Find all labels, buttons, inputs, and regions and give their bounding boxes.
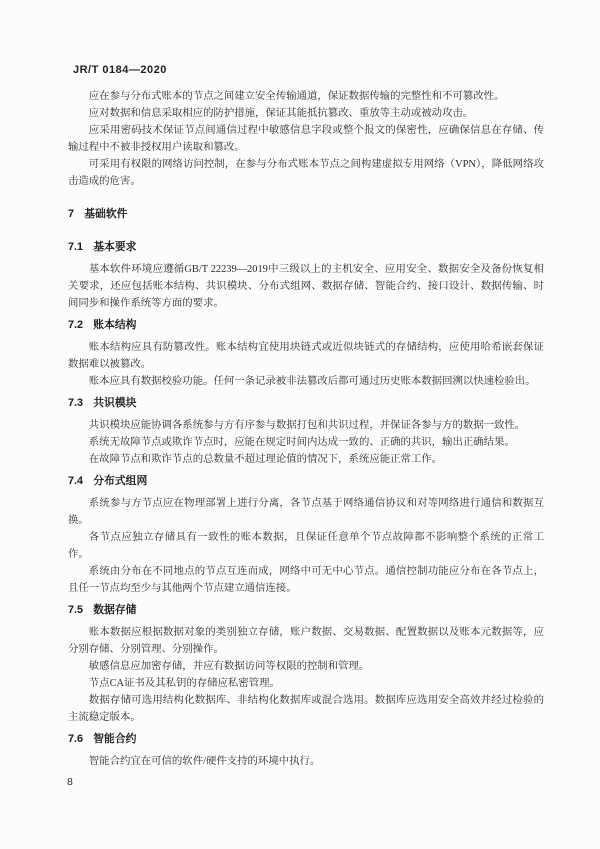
section-paragraph: 节点CA证书及其私钥的存储应私密管理。 bbox=[88, 678, 280, 689]
document-code-header: JR/T 0184—2020 bbox=[73, 64, 167, 76]
section-paragraph: 账本应具有数据校验功能。任何一条记录被非法篡改后都可通过历史账本数据回溯以快速检验出。 bbox=[88, 376, 536, 387]
section-paragraph: 系统无故障节点或欺诈节点时，应能在规定时间内达成一致的、正确的共识，输出正确结果。 bbox=[88, 437, 515, 448]
section-title: 共识模块 bbox=[93, 397, 137, 409]
section-heading-7-2 bbox=[68, 317, 544, 334]
section-heading-7-3 bbox=[68, 395, 544, 412]
chapter-heading bbox=[68, 206, 544, 223]
section-paragraph: 系统由分布在不同地点的节点互连而成，网络中可无中心节点。通信控制功能应分布在各节点上，且任一节点均至少与其他两个节点建立通信连接。 bbox=[68, 566, 544, 594]
section-paragraph: 智能合约宜在可信的软件/硬件支持的环境中执行。 bbox=[88, 756, 321, 767]
intro-paragraph: 应在参与分布式账本的节点之间建立安全传输通道，保证数据传输的完整性和不可篡改性。 bbox=[88, 91, 505, 102]
section-heading-7-4 bbox=[68, 473, 544, 490]
section-paragraph: 各节点应独立存储具有一致性的账本数据，且保证任意单个节点故障都不影响整个系统的正常工作。 bbox=[68, 532, 544, 560]
intro-paragraph: 应对数据和信息采取相应的防护措施，保证其能抵抗篡改、重放等主动或被动攻击。 bbox=[88, 108, 474, 119]
section-heading-7-5 bbox=[68, 602, 544, 619]
section-number: 7.2 bbox=[68, 319, 84, 331]
section-number: 7.3 bbox=[68, 397, 84, 409]
section-number: 7.5 bbox=[68, 604, 84, 616]
intro-paragraph: 应采用密码技术保证节点间通信过程中敏感信息字段或整个报文的保密性，应确保信息在存储、传输过程中不被非授权用户读取和篡改。 bbox=[68, 125, 544, 153]
section-paragraph: 系统参与方节点应在物理部署上进行分离，各节点基于网络通信协议和对等网络进行通信和数据互换。 bbox=[68, 498, 544, 526]
section-title: 智能合约 bbox=[93, 733, 137, 745]
section-number: 7.1 bbox=[68, 241, 84, 253]
section-heading-7-6 bbox=[68, 731, 544, 748]
section-heading-7-1 bbox=[68, 239, 544, 256]
intro-paragraph: 可采用有权限的网络访问控制，在参与分布式账本节点之间构建虚拟专用网络（VPN），降低网络攻击造成的危害。 bbox=[68, 159, 544, 187]
chapter-number: 7 bbox=[68, 208, 75, 220]
section-number: 7.4 bbox=[68, 475, 84, 487]
section-paragraph: 账本结构应具有防篡改性。账本结构宜使用块链式或近似块链式的存储结构，应使用哈希嵌套保证数据难以被篡改。 bbox=[68, 342, 544, 370]
section-paragraph: 敏感信息应加密存储，并应有数据访问等权限的控制和管理。 bbox=[88, 661, 370, 672]
chapter-title: 基础软件 bbox=[84, 208, 128, 220]
section-paragraph: 共识模块应能协调各系统参与方有序参与数据打包和共识过程，并保证各参与方的数据一致性。 bbox=[88, 420, 526, 431]
section-paragraph: 基本软件环境应遵循GB/T 22239—2019中三级以上的主机安全、应用安全、数据安全及备份恢复相关要求，还应包括账本结构、共识模块、分布式组网、数据存储、智能合约、接口设计、数据传输、时间同步和操作系统等方面的要求。 bbox=[68, 264, 544, 309]
section-title: 数据存储 bbox=[93, 604, 137, 616]
section-paragraph: 数据存储可选用结构化数据库、非结构化数据库或混合选用。数据库应选用安全高效并经过检验的主流稳定版本。 bbox=[68, 695, 544, 723]
section-paragraph: 账本数据应根据数据对象的类别独立存储，账户数据、交易数据、配置数据以及账本元数据等，应分别存储、分别管理、分别操作。 bbox=[68, 627, 544, 655]
page-number: 8 bbox=[67, 776, 73, 788]
section-paragraph: 在故障节点和欺诈节点的总数量不超过理论值的情况下，系统应能正常工作。 bbox=[88, 454, 443, 465]
section-number: 7.6 bbox=[68, 733, 84, 745]
section-title: 基本要求 bbox=[93, 241, 137, 253]
section-title: 账本结构 bbox=[93, 319, 137, 331]
document-body bbox=[68, 88, 544, 770]
section-title: 分布式组网 bbox=[93, 475, 148, 487]
